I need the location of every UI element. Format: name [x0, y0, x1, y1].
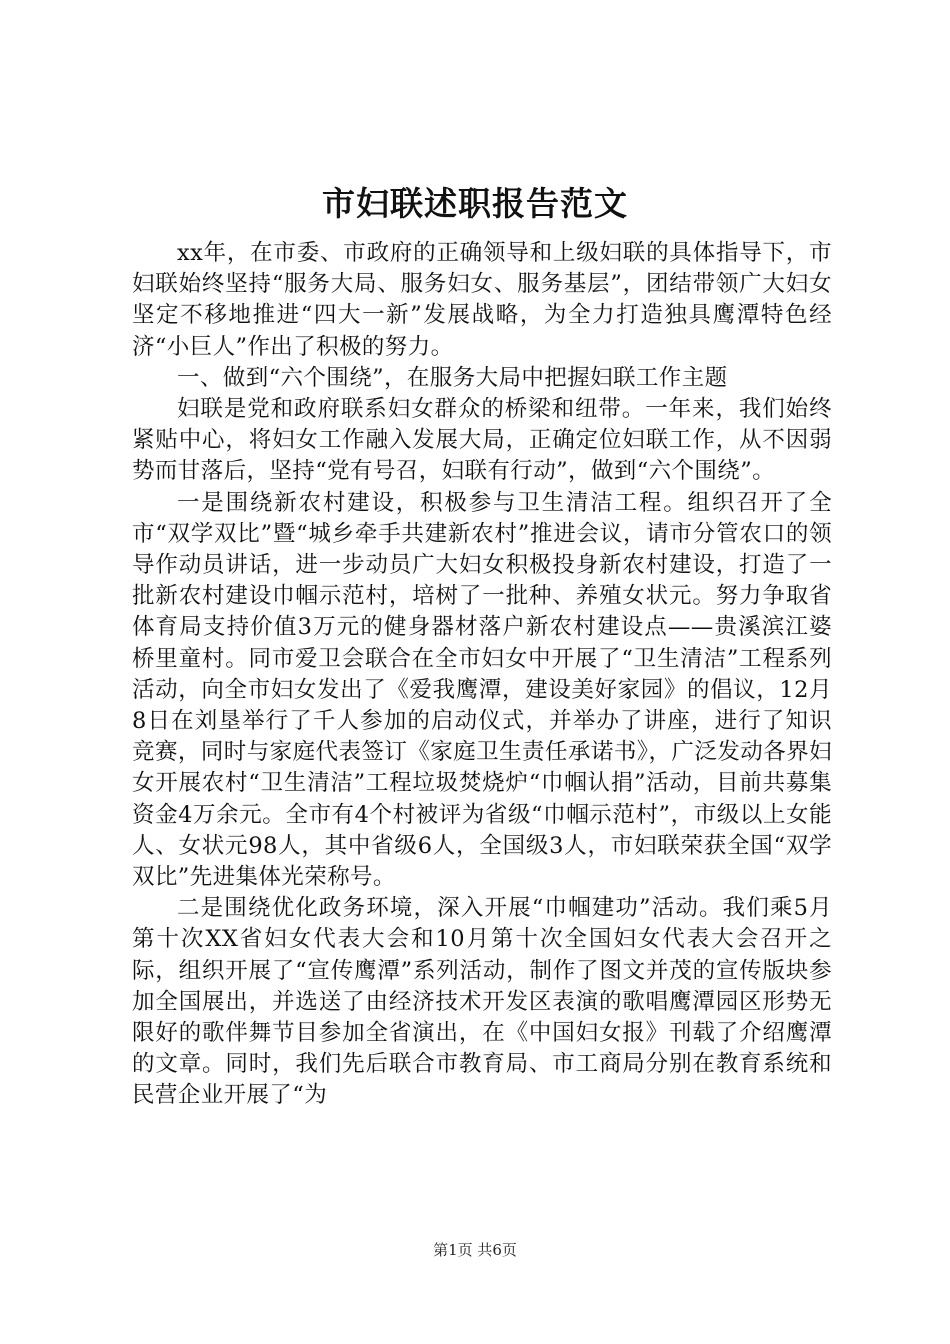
- document-title: 市妇联述职报告范文: [322, 184, 628, 223]
- document-body: [132, 238, 832, 1112]
- page-footer: 第1页 共6页: [433, 1241, 517, 1259]
- paragraph-point-2: 二是围绕优化政务环境，深入开展“巾帼建功”活动。我们乘5月第十次XX省妇女代表大会和10月第十次全国妇女代表大会召开之际，组织开展了“宣传鹰潭”系列活动，制作了图文并茂的宣传版块参加全国展出，并选送了由经济技术开发区表演的歌唱鹰潭园区形势无限好的歌伴舞节目参加全省演出，在《中国妇女报》刊载了介绍鹰潭的文章。同时，我们先后联合市教育局、市工商局分别在教育系统和民营企业开展了“为: [132, 895, 832, 1109]
- paragraph-overview: 妇联是党和政府联系妇女群众的桥梁和纽带。一年来，我们始终紧贴中心，将妇女工作融入发展大局，正确定位妇联工作，从不因弱势而甘落后，坚持“党有号召，妇联有行动”，做到“六个围绕”。: [132, 396, 832, 485]
- paragraph-intro: xx年，在市委、市政府的正确领导和上级妇联的具体指导下，市妇联始终坚持“服务大局、服务妇女、服务基层”，团结带领广大妇女坚定不移地推进“四大一新”发展战略，为全力打造独具鹰潭特色经济“小巨人”作出了积极的努力。: [132, 240, 832, 360]
- section-heading-1: 一、做到“六个围绕”，在服务大局中把握妇联工作主题: [177, 364, 728, 391]
- paragraph-point-1: 一是围绕新农村建设，积极参与卫生清洁工程。组织召开了全市“双学双比”暨“城乡牵手共建新农村”推进会议，请市分管农口的领导作动员讲话，进一步动员广大妇女积极投身新农村建设，打造了一批新农村建设巾帼示范村，培树了一批种、养殖女状元。努力争取省体育局支持价值3万元的健身器材落户新农村建设点——贵溪滨江婆桥里童村。同市爱卫会联合在全市妇女中开展了“卫生清洁”工程系列活动，向全市妇女发出了《爱我鹰潭，建设美好家园》的倡议，12月8日在刘垦举行了千人参加的启动仪式，并举办了讲座，进行了知识竞赛，同时与家庭代表签订《家庭卫生责任承诺书》，广泛发动各界妇女开展农村“卫生清洁”工程垃圾焚烧炉“巾帼认捐”活动，目前共募集资金4万余元。全市有4个村被评为省级“巾帼示范村”，市级以上女能人、女状元98人，其中省级6人，全国级3人，市妇联荣获全国“双学双比”先进集体光荣称号。: [132, 489, 832, 891]
